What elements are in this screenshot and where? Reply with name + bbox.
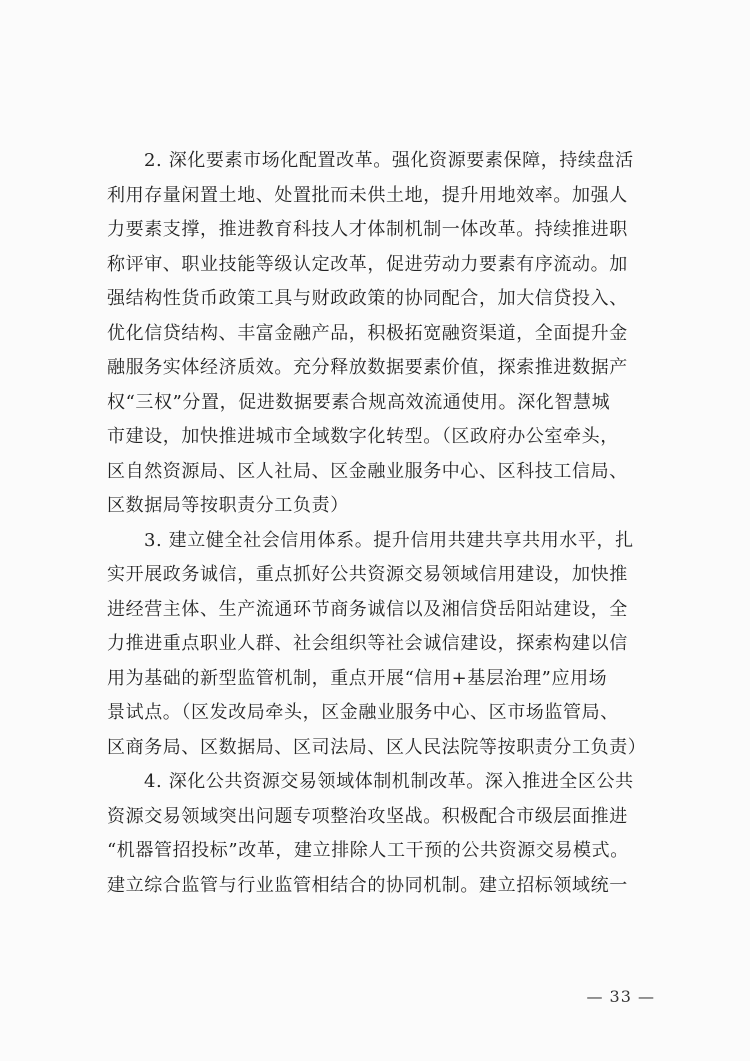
paragraph-2-line-1: 2. 深化要素市场化配置改革。强化资源要素保障，持续盘活 — [144, 150, 634, 171]
paragraph-3-line-6: 景试点。（区发改局牵头，区金融业服务中心、区市场监管局、 — [107, 702, 619, 723]
paragraph-2-line-7: 融服务实体经济质效。充分释放数据要素价值，探索推进数据产 — [107, 357, 628, 378]
paragraph-2-line-11: 区数据局等按职责分工负责） — [107, 495, 349, 516]
paragraph-2-line-9: 市建设，加快推进城市全域数字化转型。（区政府办公室牵头， — [107, 426, 619, 447]
paragraph-3-line-7: 区商务局、区数据局、区司法局、区人民法院等按职责分工负责） — [107, 736, 647, 758]
paragraph-3-line-4: 力推进重点职业人群、社会组织等社会诚信建设，探索构建以信 — [107, 633, 628, 654]
paragraph-3-line-2: 实开展政务诚信，重点抓好公共资源交易领域信用建设，加快推 — [107, 564, 628, 585]
paragraph-2-line-5: 强结构性货币政策工具与财政政策的协同配合，加大信贷投入、 — [107, 288, 628, 309]
paragraph-2-line-8: 权“三权”分置，促进数据要素合规高效流通使用。深化智慧城 — [107, 391, 611, 413]
paragraph-4-line-4: 建立综合监管与行业监管相结合的协同机制。建立招标领域统一 — [107, 874, 628, 896]
paragraph-3-line-5: 用为基础的新型监管机制，重点开展“信用+基层治理”应用场 — [107, 667, 608, 689]
paragraph-4-line-2: 资源交易领域突出问题专项整治攻坚战。积极配合市级层面推进 — [107, 805, 628, 827]
body-text — [107, 144, 655, 903]
paragraph-4-line-3: “机器管招投标”改革，建立排除人工干预的公共资源交易模式。 — [107, 840, 629, 861]
paragraph-2-line-4: 称评审、职业技能等级认定改革，促进劳动力要素有序流动。加 — [107, 253, 628, 275]
paragraph-3-line-3: 进经营主体、生产流通环节商务诚信以及湘信贷岳阳站建设，全 — [107, 598, 628, 620]
paragraph-2-line-10: 区自然资源局、区人社局、区金融业服务中心、区科技工信局、 — [107, 460, 628, 482]
paragraph-3-line-1: 3. 建立健全社会信用体系。提升信用共建共享共用水平，扎 — [144, 529, 634, 551]
paragraph-2-line-6: 优化信贷结构、丰富金融产品，积极拓宽融资渠道，全面提升金 — [107, 322, 628, 344]
paragraph-2-line-2: 利用存量闲置土地、处置批而未供土地，提升用地效率。加强人 — [107, 184, 628, 206]
paragraph-4-line-1: 4. 深化公共资源交易领域体制机制改革。深入推进全区公共 — [144, 771, 634, 792]
page-number: — 33 — — [586, 987, 655, 1006]
paragraph-2-line-3: 力要素支撑，推进教育科技人才体制机制一体改革。持续推进职 — [107, 219, 628, 240]
